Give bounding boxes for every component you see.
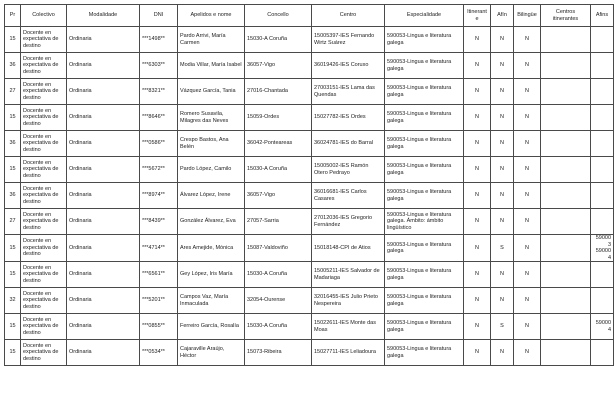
cell-afins	[591, 262, 614, 288]
cell-pr: 27	[5, 209, 21, 235]
cell-bilingue: N	[514, 183, 541, 209]
cell-apelidos-e-nome: Crespo Bastos, Ana Belén	[178, 131, 245, 157]
cell-modalidade: Ordinaria	[67, 157, 140, 183]
cell-apelidos-e-nome: Vázquez García, Tania	[178, 79, 245, 105]
cell-pr: 15	[5, 27, 21, 53]
cell-itinerante: N	[464, 262, 491, 288]
cell-bilingue: N	[514, 314, 541, 340]
cell-apelidos-e-nome: Pardo Arrivi, María Carmen	[178, 27, 245, 53]
cell-pr: 15	[5, 235, 21, 262]
cell-centro: 15005002-IES Ramón Otero Pedrayo	[312, 157, 385, 183]
cell-itinerante: N	[464, 288, 491, 314]
cell-afin: N	[491, 183, 514, 209]
table-row	[5, 157, 614, 183]
cell-afin: S	[491, 314, 514, 340]
cell-afin: N	[491, 209, 514, 235]
cell-pr: 15	[5, 340, 21, 366]
cell-itinerante: N	[464, 157, 491, 183]
cell-colectivo: Docente en expectativa de destino	[21, 209, 67, 235]
cell-modalidade: Ordinaria	[67, 235, 140, 262]
cell-afins	[591, 235, 614, 262]
cell-dni: ***0855**	[140, 314, 178, 340]
cell-apelidos-e-nome: Álvarez López, Irene	[178, 183, 245, 209]
table-row	[5, 105, 614, 131]
header-concello: Concello	[245, 5, 312, 27]
cell-bilingue: N	[514, 27, 541, 53]
cell-afin: S	[491, 235, 514, 262]
table-row	[5, 209, 614, 235]
cell-bilingue: N	[514, 235, 541, 262]
cell-centro: 36016681-IES Carlos Casares	[312, 183, 385, 209]
cell-centro: 27012036-IES Gregorio Fernández	[312, 209, 385, 235]
cell-centro: 36024781-IES do Barral	[312, 131, 385, 157]
cell-itinerante: N	[464, 53, 491, 79]
header-itinerante: Itinerante	[464, 5, 491, 27]
cell-dni: ***0534**	[140, 340, 178, 366]
cell-pr: 36	[5, 53, 21, 79]
table-row	[5, 183, 614, 209]
cell-colectivo: Docente en expectativa de destino	[21, 131, 67, 157]
cell-colectivo: Docente en expectativa de destino	[21, 235, 67, 262]
cell-especialidade: 590053-Lingua e literatura galega	[385, 340, 464, 366]
cell-especialidade: 590053-Lingua e literatura galega. Ámbito: ámbito lingüístico	[385, 209, 464, 235]
header-pr: Pr	[5, 5, 21, 27]
cell-centros-itinerantes	[541, 314, 591, 340]
cell-itinerante: N	[464, 340, 491, 366]
cell-afins	[591, 157, 614, 183]
cell-especialidade: 590053-Lingua e literatura galega	[385, 157, 464, 183]
cell-afins	[591, 314, 614, 340]
cell-afins	[591, 288, 614, 314]
cell-colectivo: Docente en expectativa de destino	[21, 105, 67, 131]
cell-centro: 15005211-IES Salvador de Madariaga	[312, 262, 385, 288]
cell-pr: 15	[5, 262, 21, 288]
cell-modalidade: Ordinaria	[67, 209, 140, 235]
cell-concello: 15059-Ordes	[245, 105, 312, 131]
cell-apelidos-e-nome: Ares Amejide, Mónica	[178, 235, 245, 262]
cell-afins	[591, 27, 614, 53]
cell-colectivo: Docente en expectativa de destino	[21, 183, 67, 209]
cell-modalidade: Ordinaria	[67, 27, 140, 53]
cell-itinerante: N	[464, 235, 491, 262]
cell-afins	[591, 209, 614, 235]
cell-modalidade: Ordinaria	[67, 183, 140, 209]
cell-dni: ***0586**	[140, 131, 178, 157]
cell-afins	[591, 53, 614, 79]
table-row	[5, 340, 614, 366]
header-colectivo: Colectivo	[21, 5, 67, 27]
cell-centro: 15018148-CPI de Atios	[312, 235, 385, 262]
cell-especialidade: 590053-Lingua e literatura galega	[385, 131, 464, 157]
cell-concello: 27057-Sarria	[245, 209, 312, 235]
cell-modalidade: Ordinaria	[67, 288, 140, 314]
table-row	[5, 53, 614, 79]
cell-centros-itinerantes	[541, 105, 591, 131]
cell-pr: 32	[5, 288, 21, 314]
cell-apelidos-e-nome: González Álvarez, Eva	[178, 209, 245, 235]
cell-centro: 32016455-IES Julio Prieto Nespereira	[312, 288, 385, 314]
cell-itinerante: N	[464, 79, 491, 105]
cell-concello: 36057-Vigo	[245, 53, 312, 79]
cell-centros-itinerantes	[541, 157, 591, 183]
cell-especialidade: 590053-Lingua e literatura galega	[385, 79, 464, 105]
cell-centros-itinerantes	[541, 79, 591, 105]
cell-afin: N	[491, 131, 514, 157]
cell-pr: 15	[5, 157, 21, 183]
cell-especialidade: 590053-Lingua e literatura galega	[385, 314, 464, 340]
cell-centros-itinerantes	[541, 340, 591, 366]
header-bilingue: Bilingüe	[514, 5, 541, 27]
cell-colectivo: Docente en expectativa de destino	[21, 79, 67, 105]
cell-modalidade: Ordinaria	[67, 105, 140, 131]
cell-dni: ***8646**	[140, 105, 178, 131]
cell-apelidos-e-nome: Romero Susavila, Milagres das Neves	[178, 105, 245, 131]
cell-apelidos-e-nome: Pardo López, Camilo	[178, 157, 245, 183]
cell-especialidade: 590053-Lingua e literatura galega	[385, 53, 464, 79]
header-especialidade: Especialidade	[385, 5, 464, 27]
header-dni: DNI	[140, 5, 178, 27]
table-row	[5, 314, 614, 340]
table-row	[5, 262, 614, 288]
cell-dni: ***8974**	[140, 183, 178, 209]
header-modalidade: Modalidade	[67, 5, 140, 27]
cell-colectivo: Docente en expectativa de destino	[21, 288, 67, 314]
header-centro: Centro	[312, 5, 385, 27]
table-row	[5, 79, 614, 105]
cell-apelidos-e-nome: Ferreiro García, Rosalía	[178, 314, 245, 340]
cell-colectivo: Docente en expectativa de destino	[21, 27, 67, 53]
cell-especialidade: 590053-Lingua e literatura galega	[385, 235, 464, 262]
table-header	[5, 5, 614, 27]
cell-pr: 36	[5, 183, 21, 209]
assignments-table	[4, 4, 614, 366]
code-value: 590003	[595, 235, 611, 248]
cell-itinerante: N	[464, 105, 491, 131]
cell-dni: ***6303**	[140, 53, 178, 79]
header-afin: Afín	[491, 5, 514, 27]
cell-centro: 36019426-IES Coruxo	[312, 53, 385, 79]
cell-modalidade: Ordinaria	[67, 53, 140, 79]
cell-itinerante: N	[464, 27, 491, 53]
cell-modalidade: Ordinaria	[67, 79, 140, 105]
cell-bilingue: N	[514, 340, 541, 366]
cell-centros-itinerantes	[541, 209, 591, 235]
cell-modalidade: Ordinaria	[67, 262, 140, 288]
cell-centros-itinerantes	[541, 183, 591, 209]
cell-centros-itinerantes	[541, 131, 591, 157]
cell-afin: N	[491, 79, 514, 105]
cell-especialidade: 590053-Lingua e literatura galega	[385, 105, 464, 131]
cell-concello: 32054-Ourense	[245, 288, 312, 314]
cell-dni: ***5201**	[140, 288, 178, 314]
cell-concello: 27016-Chantada	[245, 79, 312, 105]
table-row	[5, 235, 614, 262]
cell-afin: N	[491, 157, 514, 183]
cell-especialidade: 590053-Lingua e literatura galega	[385, 27, 464, 53]
cell-afin: N	[491, 262, 514, 288]
cell-afins	[591, 183, 614, 209]
cell-afin: N	[491, 27, 514, 53]
cell-modalidade: Ordinaria	[67, 340, 140, 366]
header-row	[5, 5, 614, 27]
cell-bilingue: N	[514, 262, 541, 288]
cell-concello: 15030-A Coruña	[245, 157, 312, 183]
cell-concello: 15030-A Coruña	[245, 27, 312, 53]
cell-concello: 36057-Vigo	[245, 183, 312, 209]
cell-centros-itinerantes	[541, 262, 591, 288]
cell-afin: N	[491, 105, 514, 131]
cell-pr: 15	[5, 314, 21, 340]
cell-afins	[591, 79, 614, 105]
cell-centros-itinerantes	[541, 27, 591, 53]
cell-centro: 27003151-IES Lama das Quendas	[312, 79, 385, 105]
cell-afins	[591, 131, 614, 157]
cell-pr: 27	[5, 79, 21, 105]
cell-dni: ***1498**	[140, 27, 178, 53]
cell-afins	[591, 340, 614, 366]
cell-centros-itinerantes	[541, 235, 591, 262]
cell-itinerante: N	[464, 314, 491, 340]
cell-bilingue: N	[514, 131, 541, 157]
cell-pr: 36	[5, 131, 21, 157]
cell-afin: N	[491, 53, 514, 79]
cell-colectivo: Docente en expectativa de destino	[21, 262, 67, 288]
cell-bilingue: N	[514, 157, 541, 183]
table-row	[5, 131, 614, 157]
cell-colectivo: Docente en expectativa de destino	[21, 53, 67, 79]
table-body	[5, 27, 614, 366]
table-row	[5, 288, 614, 314]
cell-dni: ***4714**	[140, 235, 178, 262]
cell-concello: 15030-A Coruña	[245, 262, 312, 288]
cell-apelidos-e-nome: Cajaraville Araújo, Héctor	[178, 340, 245, 366]
cell-itinerante: N	[464, 131, 491, 157]
cell-modalidade: Ordinaria	[67, 131, 140, 157]
cell-centro: 15027711-IES Leliadoura	[312, 340, 385, 366]
cell-concello: 15087-Valdoviño	[245, 235, 312, 262]
cell-concello: 36042-Ponteareas	[245, 131, 312, 157]
table-row	[5, 27, 614, 53]
cell-dni: ***8321**	[140, 79, 178, 105]
cell-bilingue: N	[514, 288, 541, 314]
cell-bilingue: N	[514, 79, 541, 105]
cell-colectivo: Docente en expectativa de destino	[21, 314, 67, 340]
header-apelidos-e-nome: Apelidos e nome	[178, 5, 245, 27]
cell-dni: ***5672**	[140, 157, 178, 183]
cell-dni: ***8439**	[140, 209, 178, 235]
cell-afin: N	[491, 340, 514, 366]
code-value: 590004	[595, 248, 611, 261]
cell-afin: N	[491, 288, 514, 314]
cell-centro: 15022611-IES Monte das Moas	[312, 314, 385, 340]
cell-modalidade: Ordinaria	[67, 314, 140, 340]
cell-pr: 15	[5, 105, 21, 131]
cell-afins	[591, 105, 614, 131]
header-afins: Afins	[591, 5, 614, 27]
code-value: 590004	[595, 320, 611, 333]
cell-especialidade: 590053-Lingua e literatura galega	[385, 183, 464, 209]
cell-concello: 15030-A Coruña	[245, 314, 312, 340]
cell-itinerante: N	[464, 183, 491, 209]
cell-centros-itinerantes	[541, 53, 591, 79]
cell-itinerante: N	[464, 209, 491, 235]
cell-centro: 15027782-IES Ordes	[312, 105, 385, 131]
cell-bilingue: N	[514, 53, 541, 79]
cell-concello: 15073-Ribeira	[245, 340, 312, 366]
cell-dni: ***6561**	[140, 262, 178, 288]
cell-bilingue: N	[514, 105, 541, 131]
cell-centros-itinerantes	[541, 288, 591, 314]
cell-centro: 15005397-IES Fernando Wirtz Suárez	[312, 27, 385, 53]
cell-bilingue: N	[514, 209, 541, 235]
cell-colectivo: Docente en expectativa de destino	[21, 157, 67, 183]
cell-especialidade: 590053-Lingua e literatura galega	[385, 288, 464, 314]
header-centros-itinerantes: Centros itinerantes	[541, 5, 591, 27]
cell-especialidade: 590053-Lingua e literatura galega	[385, 262, 464, 288]
cell-apelidos-e-nome: Gey López, Iris María	[178, 262, 245, 288]
cell-apelidos-e-nome: Modia Villar, María Isabel	[178, 53, 245, 79]
cell-apelidos-e-nome: Campos Vaz, María Inmaculada	[178, 288, 245, 314]
cell-colectivo: Docente en expectativa de destino	[21, 340, 67, 366]
